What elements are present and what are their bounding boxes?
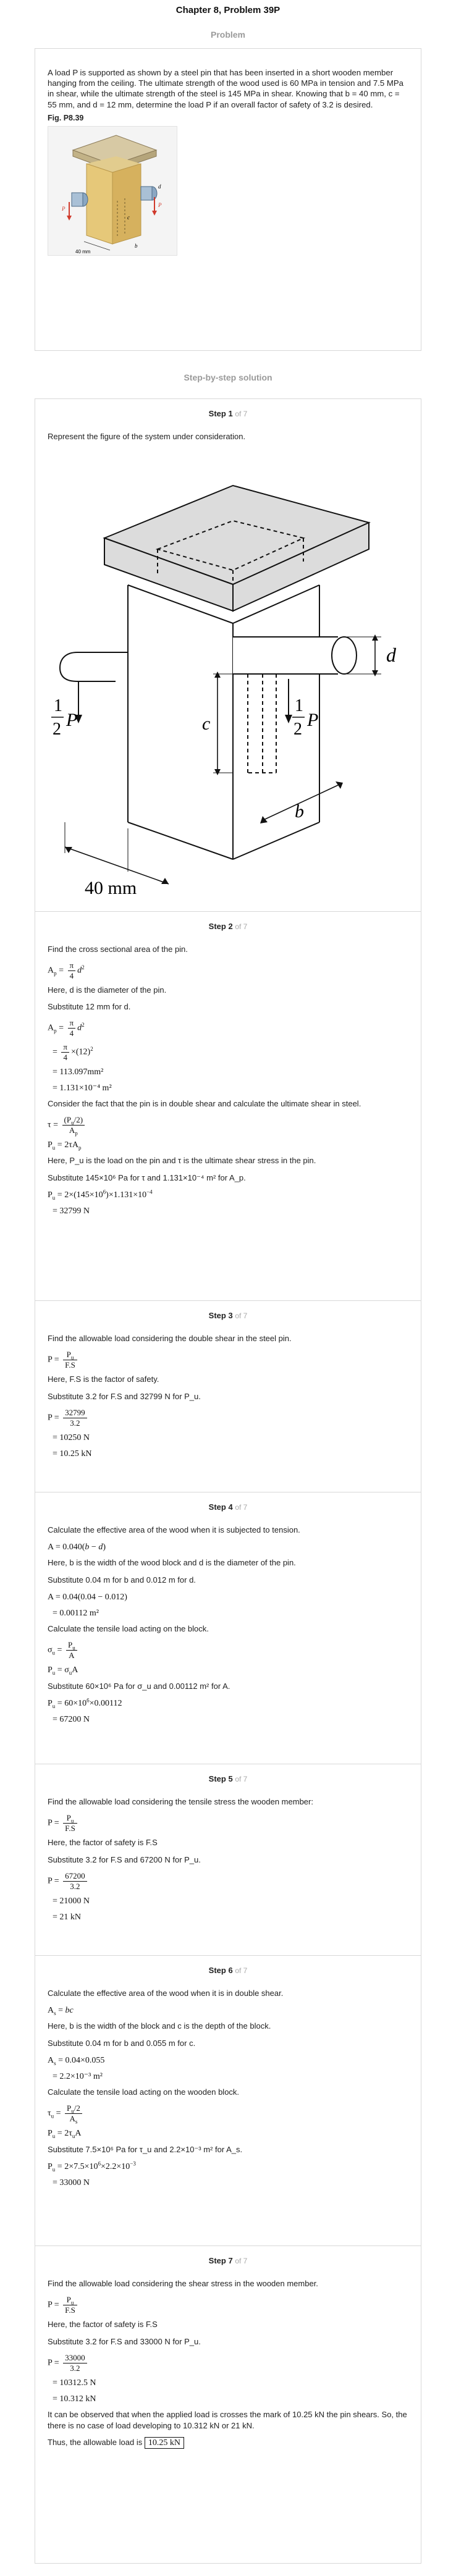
step-7-t2: Here, the factor of safety is F.S [48, 2320, 158, 2329]
step-7-t4: It can be observed that when the applied load is crosses the mark of 10.25 kN the pin shears. So, the there is no case of load developing to 10.312 kN or 21 kN. [48, 2410, 407, 2430]
step-1-text: Represent the figure of the system under consideration. [48, 432, 246, 441]
step-4-t2: Here, b is the width of the wood block and d is the diameter of the pin. [48, 1558, 296, 1567]
fig-dim-small: 40 mm [75, 248, 91, 255]
step-7-t3: Substitute 3.2 for F.S and 33000 N for P_u. [48, 2337, 201, 2346]
step-6-title: Step 6 of 7 [208, 1966, 248, 1975]
step-7-r1: = 10312.5 N [53, 2378, 96, 2388]
step-2-r2: = 1.131×10⁻⁴ m² [53, 1084, 112, 1093]
problem-text: A load P is supported as shown by a steel pin that has been inserted in a short wooden member hanging from the ceiling. The ultimate strength of the wood used is 60 MPa in tension and 7.5 MPa in shear, while the ultimate strength of the steel is 145 MPa in shear. Knowing that b = 40 mm, c = 55 mm, and d = 12 mm, determine the load P if an overall factor of safety of 3.2 is desired. [48, 68, 403, 109]
fig-b-small: b [135, 242, 138, 249]
step-4-r2: = 67200 N [53, 1715, 90, 1724]
step-7: Step 7 of 7 Find the allowable load considering the shear stress in the wooden member. P = $\frac{P_u}{F.S}$ Here, the factor of safety is F.S Substitute 3.2 for F.S and 33000 N for P_u. P = $\frac{33000}{3.2}$ = 10312.5 N = 10.312 kN It can be observed that when the applied load is crosses the mark of 10.25 kN the pin shears. So, the there is no case of load developing to 10.312 kN or 21 kN. Thus, the allowable load is 10.25 kN [35, 2246, 421, 2564]
fbd-c-label: c [202, 713, 211, 734]
fbd-d-label: d [386, 644, 396, 666]
step-6-t5: Substitute 7.5×10⁶ Pa for τ_u and 2.2×10⁻³ m² for A_s. [48, 2145, 243, 2154]
step-3-t1: Find the allowable load considering the double shear in the steel pin. [48, 1334, 292, 1343]
fbd-dim-label: 40 mm [85, 878, 137, 896]
step-6-t3: Substitute 0.04 m for b and 0.055 m for c. [48, 2039, 196, 2048]
step-5-title: Step 5 of 7 [208, 1774, 248, 1783]
step-6-r2: = 33000 N [53, 2178, 90, 2187]
free-body-diagram [48, 452, 408, 896]
step-7-t1: Find the allowable load considering the shear stress in the wooden member. [48, 2279, 318, 2288]
fig-c-small: c [127, 214, 130, 221]
step-4-t1: Calculate the effective area of the wood when it is subjected to tension. [48, 1525, 300, 1534]
step-6-t1: Calculate the effective area of the wood when it is in double shear. [48, 1989, 284, 1998]
step-2-title: Step 2 of 7 [208, 922, 248, 931]
problem-card [35, 48, 421, 351]
step-3-t3: Substitute 3.2 for F.S and 32799 N for P_u. [48, 1392, 201, 1401]
step-2-t5: Here, P_u is the load on the pin and τ is the ultimate shear stress in the pin. [48, 1156, 316, 1165]
step-5-t3: Substitute 3.2 for F.S and 67200 N for P_u. [48, 1855, 201, 1864]
step-4-title: Step 4 of 7 [208, 1502, 248, 1512]
step-4-r1: = 0.00112 m² [53, 1609, 99, 1618]
step-3: Step 3 of 7 Find the allowable load considering the double shear in the steel pin. P = $\frac{P_u}{F.S}$ Here, F.S is the factor of safety. Substitute 3.2 for F.S and 32799 N for P_u. P = $\frac{32799}{3.2}$ = 10250 N = 10.25 kN [35, 1301, 421, 1492]
step-6-t2: Here, b is the width of the block and c is the depth of the block. [48, 2021, 271, 2031]
step-3-r1: = 10250 N [53, 1433, 90, 1442]
step-5: Step 5 of 7 Find the allowable load considering the tensile stress the wooden member: P = $\frac{P_u}{F.S}$ Here, the factor of safety is F.S Substitute 3.2 for F.S and 67200 N for P_u. P = $\frac{67200}{3.2}$ = 21000 N = 21 kN [35, 1764, 421, 1956]
fbd-half-den-right: 2 [293, 720, 302, 739]
solution-card [35, 398, 421, 2564]
step-3-r2: = 10.25 kN [53, 1449, 92, 1458]
step-6-r1: = 2.2×10⁻³ m² [53, 2072, 103, 2081]
step-2-t6: Substitute 145×10⁶ Pa for τ and 1.131×10⁻⁴ m² for A_p. [48, 1173, 246, 1182]
step-4-t3: Substitute 0.04 m for b and 0.012 m for d. [48, 1575, 196, 1585]
step-1-title: Step 1 of 7 [208, 409, 248, 418]
step-6-t4: Calculate the tensile load acting on the wooden block. [48, 2087, 240, 2097]
step-1 [35, 399, 421, 912]
fig-p-right: P [158, 201, 162, 208]
step-5-t2: Here, the factor of safety is F.S [48, 1838, 158, 1847]
wood-block-figure [48, 127, 178, 256]
step-3-title: Step 3 of 7 [208, 1311, 248, 1320]
fig-d-small: d [158, 183, 161, 190]
final-answer: 10.25 kN [145, 2437, 184, 2449]
step-5-t1: Find the allowable load considering the tensile stress the wooden member: [48, 1797, 313, 1806]
step-5-r1: = 21000 N [53, 1896, 90, 1906]
fbd-half-num-right: 1 [295, 696, 303, 715]
step-5-r2: = 21 kN [53, 1913, 82, 1922]
fbd-p-right: P [307, 710, 319, 730]
page-title: Chapter 8, Problem 39P [175, 5, 281, 15]
fbd-b-label: b [295, 801, 304, 822]
step-2: Step 2 of 7 Find the cross sectional area of the pin. $A_p$ = $\frac{\pi}{4}$ $d^2$ Here, d is the diameter of the pin. Substitute 12 mm for d. $A_p$ = $\frac{\pi}{4}$ $d^2$ = $\frac{\pi}{4}$ $\times(12)^2$ = 113.097mm² = 1.131×10⁻⁴ m² Consider the fact that the pin is in double shear and calculate the ultimate shear in steel. τ = $\frac{(P_u/2)}{A_p}$ $P_u = 2\tau A_p$ Here, P_u is the load on the pin and τ is the ultimate shear stress in the pin. Substitute 145×10⁶ Pa for τ and 1.131×10⁻⁴ m² for A_p. $P_u = 2\times(145\times 10^6)\times 1.131\times 10^{-4}$ = 32799 N [35, 912, 421, 1301]
step-2-r3: = 32799 N [53, 1206, 90, 1216]
figure-label: Fig. P8.39 [48, 113, 84, 122]
step-7-title: Step 7 of 7 [208, 2256, 248, 2265]
step-2-r1: = 113.097mm² [53, 1067, 104, 1077]
step-3-t2: Here, F.S is the factor of safety. [48, 1374, 159, 1384]
step-7-r2: = 10.312 kN [53, 2394, 96, 2404]
fig-p-left: P [62, 205, 65, 212]
step-2-t2: Here, d is the diameter of the pin. [48, 985, 167, 995]
step-4-t5: Substitute 60×10⁶ Pa for σ_u and 0.00112 m² for A. [48, 1682, 230, 1691]
step-2-t3: Substitute 12 mm for d. [48, 1002, 131, 1011]
step-4: Step 4 of 7 Calculate the effective area of the wood when it is subjected to tension. A = 0.040(b − d) Here, b is the width of the wood block and d is the diameter of the pin. Substitute 0.04 m for b and 0.012 m for d. A = 0.04(0.04 − 0.012) = 0.00112 m² Calculate the tensile load acting on the block. $\sigma_u$ = $\frac{P_u}{A}$ $P_u = \sigma_uA$ Substitute 60×10⁶ Pa for σ_u and 0.00112 m² for A. $P_u = 60\times 10^6\times 0.00112$ = 67200 N [35, 1492, 421, 1764]
step-4-t4: Calculate the tensile load acting on the block. [48, 1624, 209, 1633]
fbd-half-den-left: 2 [53, 720, 61, 739]
step-2-t1: Find the cross sectional area of the pin. [48, 945, 188, 954]
solution-label: Step-by-step solution [184, 373, 272, 382]
step-6: Step 6 of 7 Calculate the effective area of the wood when it is in double shear. $A_s$ = bc Here, b is the width of the block and c is the depth of the block. Substitute 0.04 m for b and 0.055 m for c. $A_s = 0.04\times 0.055$ = 2.2×10⁻³ m² Calculate the tensile load acting on the wooden block. $\tau_u$ = $\frac{P_u/2}{A_s}$ $P_u = 2\tau_uA$ Substitute 7.5×10⁶ Pa for τ_u and 2.2×10⁻³ m² for A_s. $P_u = 2\times 7.5\times 10^6\times 2.2\times 10^{-3}$ = 33000 N [35, 1956, 421, 2246]
problem-figure [48, 126, 177, 256]
fbd-half-num-left: 1 [54, 696, 62, 715]
step-2-t4: Consider the fact that the pin is in double shear and calculate the ultimate shear in steel. [48, 1099, 361, 1108]
fbd-p-left: P [66, 710, 78, 730]
problem-label: Problem [210, 30, 245, 40]
final-answer-line: Thus, the allowable load is 10.25 kN [48, 2437, 408, 2449]
